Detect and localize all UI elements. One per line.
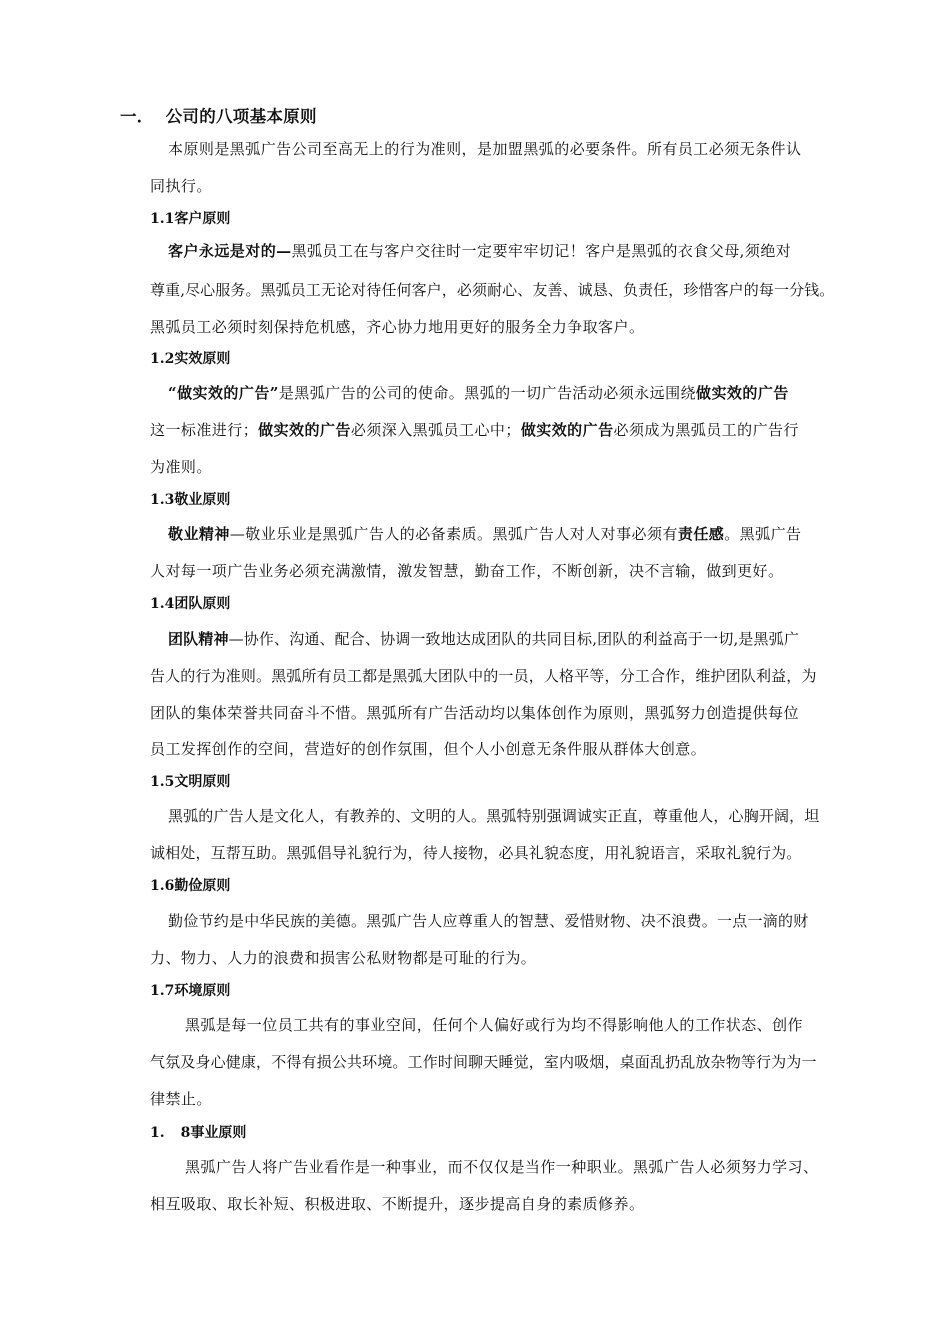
subsection-title-1-6: 1.6勤俭原则 [150, 878, 231, 894]
subsection-title-1-4: 1.4团队原则 [150, 596, 231, 612]
s6-line-2: 力、物力、人力的浪费和损害公私财物都是可耻的行为。 [150, 949, 537, 967]
subsection-title-1-2: 1.2实效原则 [150, 351, 231, 367]
s2-text-2: 这一标准进行； [150, 421, 259, 439]
s3-line-2: 人对每一项广告业务必须充满激情，激发智慧，勤奋工作，不断创新，决不言输，做到更好。 [150, 562, 784, 580]
intro-line-2: 同执行。 [150, 177, 212, 195]
subsection-title-1-3: 1.3敬业原则 [150, 492, 231, 508]
s1-line-2: 尊重,尽心服务。黑弧员工无论对待任何客户，必须耐心、友善、诚恳、负责任，珍惜客户的每一分钱。 [150, 281, 835, 299]
s5-line-1: 黑弧的广告人是文化人，有教养的、文明的人。黑弧特别强调诚实正直，尊重他人，心胸开阔，坦 [168, 807, 820, 825]
s2-line-1 [168, 384, 789, 402]
s4-text-1: —协作、沟通、配合、协调一致地达成团队的共同目标,团队的利益高于一切,是黑弧广 [228, 630, 799, 648]
s2-text-4: 必须成为黑弧员工的广告行 [613, 421, 799, 439]
s1-line-3: 黑弧员工必须时刻保持危机感，齐心协力地用更好的服务全力争取客户。 [150, 318, 645, 336]
s2-bold-3: 做实效的广告 [258, 421, 351, 439]
s8-line-1: 黑弧广告人将广告业看作是一种事业，而不仅仅是当作一种职业。黑弧广告人必须努力学习、 [185, 1158, 819, 1176]
s1-line-1 [168, 242, 791, 260]
s3-bold-1: 敬业精神 [168, 525, 230, 543]
s7-line-1: 黑弧是每一位员工共有的事业空间，任何个人偏好或行为均不得影响他人的工作状态、创作 [185, 1016, 804, 1034]
s7-line-2: 气氛及身心健康，不得有损公共环境。工作时间聊天睡觉，室内吸烟，桌面乱扔乱放杂物等行为为一 [150, 1053, 817, 1071]
subsection-title-1-1: 1.1客户原则 [150, 211, 231, 227]
s4-line-4: 员工发挥创作的空间，营造好的创作氛围，但个人小创意无条件服从群体大创意。 [150, 740, 707, 758]
s5-line-2: 诚相处，互帮互助。黑弧倡导礼貌行为，待人接物，必具礼貌态度，用礼貌语言，采取礼貌行为。 [150, 844, 802, 862]
s1-line-1-text: 黑弧员工在与客户交往时一定要牢牢切记！客户是黑弧的衣食父母,须绝对 [291, 242, 792, 260]
s1-bold-phrase: 客户永远是对的— [168, 242, 292, 260]
s2-line-2 [150, 421, 799, 439]
subsection-title-1-5: 1.5文明原则 [150, 774, 231, 790]
s3-text-1: —敬业乐业是黑弧广告人的必备素质。黑弧广告人对人对事必须有 [229, 525, 678, 543]
s2-bold-4: 做实效的广告 [520, 421, 614, 439]
s2-line-3: 为准则。 [150, 458, 212, 476]
s8-title-number: 1. [150, 1125, 165, 1141]
s2-text-1: 是黑弧广告的公司的使命。黑弧的一切广告活动必须永远围绕 [278, 384, 697, 402]
s3-text-2: 。黑弧广告 [724, 525, 802, 543]
s2-text-3: 必须深入黑弧员工心中； [350, 421, 521, 439]
s4-bold-1: 团队精神 [168, 630, 229, 648]
heading-number: 一． [120, 107, 154, 126]
s3-bold-2: 责任感 [677, 525, 725, 543]
s8-line-2: 相互吸取、取长补短、积极进取、不断提升，逐步提高自身的素质修养。 [150, 1195, 645, 1213]
s8-title-text: 8事业原则 [180, 1125, 247, 1141]
subsection-title-1-8 [150, 1124, 246, 1142]
s4-line-1 [168, 630, 799, 648]
s2-bold-1: “做实效的广告” [168, 384, 279, 402]
s4-line-2: 告人的行为准则。黑弧所有员工都是黑弧大团队中的一员，人格平等，分工合作，维护团队利益，为 [150, 667, 817, 685]
s2-bold-2: 做实效的广告 [696, 384, 789, 402]
section-heading [120, 103, 317, 127]
subsection-title-1-7: 1.7环境原则 [150, 983, 231, 999]
heading-title: 公司的八项基本原则 [165, 107, 317, 126]
s3-line-1 [168, 525, 802, 543]
s4-line-3: 团队的集体荣誉共同奋斗不惜。黑弧所有广告活动均以集体创作为原则，黑弧努力创造提供每位 [150, 704, 799, 722]
intro-line-1: 本原则是黑弧广告公司至高无上的行为准则，是加盟黑弧的必要条件。所有员工必须无条件认 [168, 140, 802, 158]
s7-line-3: 律禁止。 [150, 1090, 212, 1108]
s6-line-1: 勤俭节约是中华民族的美德。黑弧广告人应尊重人的智慧、爱惜财物、决不浪费。一点一滴的财 [168, 912, 809, 930]
